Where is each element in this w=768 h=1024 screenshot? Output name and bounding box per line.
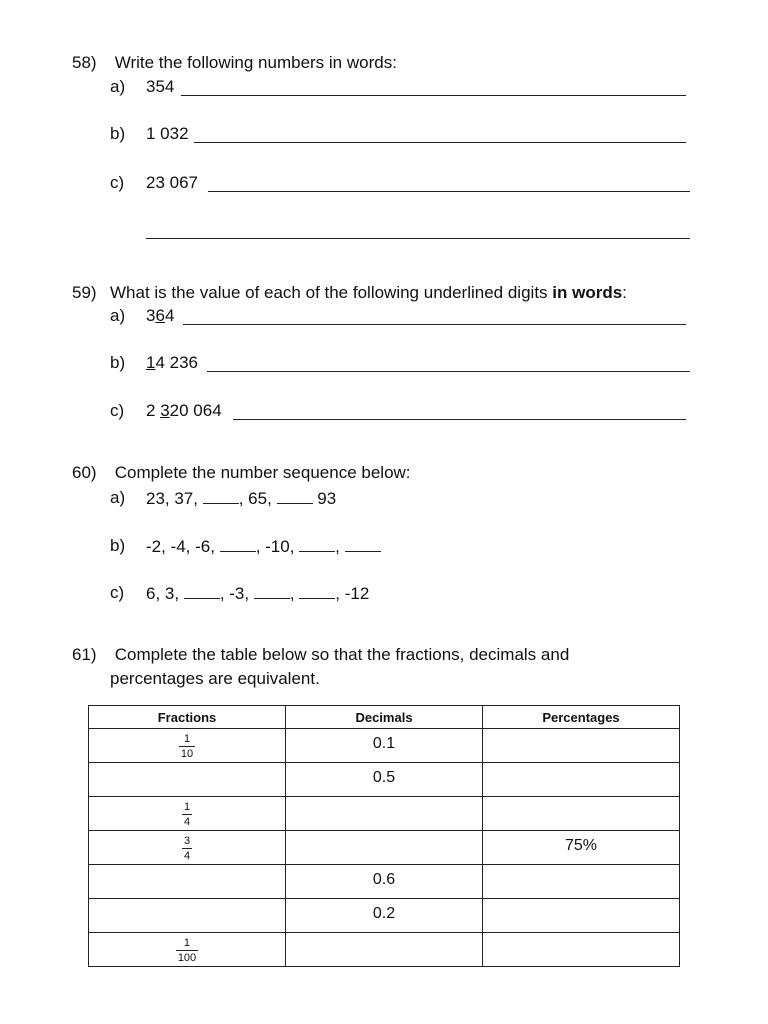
answer-line[interactable] [207,371,690,372]
sequence-blank[interactable] [345,535,381,552]
decimal-cell [286,729,483,763]
sequence [146,535,381,558]
item-value [146,305,174,327]
sequence-blank[interactable] [203,487,239,504]
percentage-cell[interactable] [483,797,680,831]
decimal-value: 0.1 [372,735,396,752]
item-label: c) [110,173,125,192]
question-text: What is the value of each of the following underlined digits [110,283,553,302]
sequence-text: , -3, [219,584,254,603]
underlined-digit: 6 [155,306,165,325]
item-label: b) [110,536,126,555]
digit-pre: 2 [146,401,161,420]
header-fractions: Fractions [89,706,286,729]
fraction-denominator: 10 [180,748,194,760]
question-58 [72,52,397,74]
sequence [146,487,336,510]
table-row [89,933,680,967]
fraction [176,937,198,964]
question-61 [72,644,569,666]
question-60 [72,462,411,484]
decimal-cell [286,763,483,797]
decimal-cell[interactable] [286,797,483,831]
sequence-text: , -12 [335,584,370,603]
question-text: Write the following numbers in words: [114,53,397,72]
item-value [146,352,198,374]
percentage-value: 75% [564,837,598,854]
percentage-cell [483,831,680,865]
item-label: a) [110,77,126,96]
question-emphasis: in words [552,283,623,302]
equivalence-table [88,705,680,967]
digit-pre: 3 [146,306,156,325]
underlined-digit: 1 [146,353,156,372]
fraction-bar [182,848,192,849]
decimal-cell[interactable] [286,831,483,865]
item-value: 1 032 [146,124,189,143]
fraction-bar [179,746,195,747]
item-label: a) [110,488,126,507]
fraction-cell [89,831,286,865]
fraction-denominator: 4 [183,850,191,862]
fraction-numerator: 1 [183,937,191,949]
percentage-cell[interactable] [483,899,680,933]
item-label: c) [110,583,125,602]
answer-line[interactable] [183,324,686,325]
header-percentages: Percentages [483,706,680,729]
fraction-cell[interactable] [89,865,286,899]
sequence-text: , -10, [255,537,300,556]
percentage-cell[interactable] [483,763,680,797]
decimal-cell [286,865,483,899]
sequence-text: , 65, [238,489,277,508]
item-value: 23 067 [146,173,198,192]
question-text-end: : [622,283,627,302]
table-header-row [89,706,680,729]
decimal-cell[interactable] [286,933,483,967]
fraction [182,835,192,862]
question-59 [72,282,627,304]
fraction-cell [89,797,286,831]
question-text: Complete the table below so that the fractions, decimals and [114,645,570,664]
sequence-text: 6, 3, [146,584,184,603]
table-row [89,831,680,865]
fraction-cell [89,729,286,763]
digit-post: 4 236 [155,353,199,372]
answer-line[interactable] [233,419,686,420]
decimal-value: 0.2 [372,905,396,922]
table-row [89,763,680,797]
table-row [89,797,680,831]
sequence-text: , [289,584,300,603]
decimal-cell [286,899,483,933]
sequence [146,582,369,605]
fraction-bar [182,814,192,815]
sequence-blank[interactable] [184,582,220,599]
item-label: b) [110,124,126,143]
sequence-blank[interactable] [299,535,335,552]
sequence-text: -2, -4, -6, [146,537,220,556]
answer-line[interactable] [194,142,686,143]
item-label: b) [110,353,126,372]
fraction-denominator: 4 [183,816,191,828]
sequence-blank[interactable] [220,535,256,552]
sequence-text: , [335,537,345,556]
question-number: 58) [72,53,97,72]
fraction-cell[interactable] [89,763,286,797]
question-number: 60) [72,463,97,482]
fraction-bar [176,950,198,951]
table-row [89,729,680,763]
item-value: 354 [146,77,175,96]
fraction-denominator: 100 [177,952,197,964]
table-row [89,865,680,899]
fraction [182,801,192,828]
sequence-blank[interactable] [254,582,290,599]
question-61-continued [110,668,320,690]
fraction-numerator: 1 [183,733,191,745]
answer-line[interactable] [146,238,690,239]
table-body [89,729,680,967]
decimal-value: 0.6 [372,871,396,888]
fraction-numerator: 1 [183,801,191,813]
fraction [179,733,195,760]
sequence-text: 93 [312,489,337,508]
sequence-text: 23, 37, [146,489,203,508]
item-label: a) [110,306,126,325]
percentage-cell[interactable] [483,865,680,899]
fraction-cell[interactable] [89,899,286,933]
fraction-numerator: 3 [183,835,191,847]
digit-post: 20 064 [169,401,222,420]
question-number: 59) [72,283,97,302]
item-label: c) [110,401,125,420]
percentage-cell[interactable] [483,729,680,763]
header-decimals: Decimals [286,706,483,729]
answer-line[interactable] [181,95,686,96]
item-value [146,400,222,422]
decimal-value: 0.5 [372,769,396,786]
underlined-digit: 3 [160,401,170,420]
answer-line[interactable] [208,191,690,192]
percentage-cell[interactable] [483,933,680,967]
sequence-blank[interactable] [299,582,335,599]
digit-post: 4 [164,306,175,325]
question-text: percentages are equivalent. [110,669,320,688]
question-number: 61) [72,645,97,664]
question-text: Complete the number sequence below: [114,463,411,482]
sequence-blank[interactable] [277,487,313,504]
fraction-cell [89,933,286,967]
table-row [89,899,680,933]
